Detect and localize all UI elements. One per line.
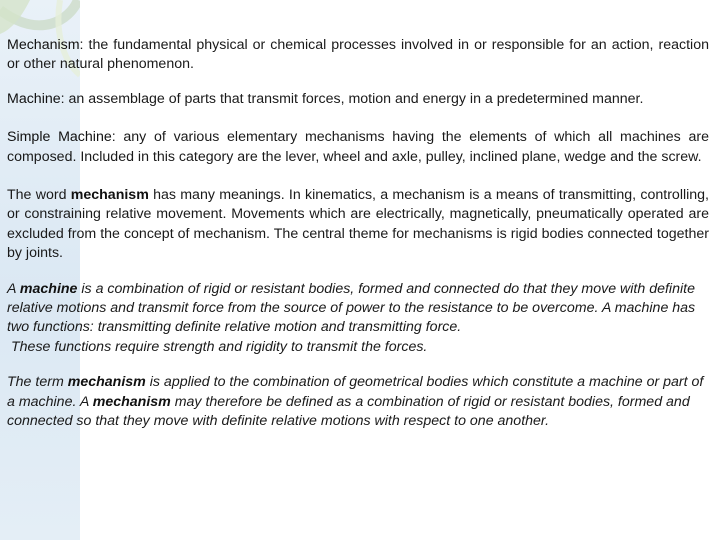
- paragraph-text: is a combination of rigid or resistant bodies, formed and connected do that they move with definite relative motions and transmit force from the source of power to the resistance to be overcome. A machine has two functions: transmitting definite relative motion and transmitting force.: [7, 280, 696, 336]
- term-mechanism-bold-2: mechanism: [92, 393, 171, 410]
- paragraph-word-mechanism: [7, 186, 709, 264]
- term-mechanism: Mechanism: [7, 37, 80, 53]
- term-machine-bold: machine: [19, 280, 78, 297]
- paragraph-term-mechanism: [7, 373, 709, 431]
- paragraph-mechanism-definition: [7, 36, 709, 75]
- paragraph-lead: The word: [7, 187, 71, 204]
- paragraph-text-end: may therefore be defined as a combination of rigid or resistant bodies, formed and connected so that they move with definite relative motions with respect to one another.: [7, 393, 690, 430]
- paragraph-machine-italic: [7, 280, 709, 358]
- paragraph-text: has many meanings. In kinematics, a mechanism is a means of transmitting, controlling, or constraining relative movement. Movements which are electrically, magnetically, pneumatically operated are excluded from the concept of mechanism. The central theme for mechanisms is rigid bodies connected together by joints.: [7, 187, 709, 262]
- paragraph-lead: A: [7, 280, 20, 297]
- paragraph-simple-machine-definition: [7, 128, 709, 167]
- term-machine: Machine: [7, 90, 61, 107]
- definition-text: : any of various elementary mechanisms having the elements of which all machines are composed. Included in this category are the lever, wheel and axle, pulley, inclined plane, wedge and the screw.: [7, 129, 710, 165]
- definition-text: : the fundamental physical or chemical processes involved in or responsible for an action, reaction or other natural phenomenon.: [7, 37, 709, 73]
- paragraph-text: is applied to the combination of geometrical bodies which constitute a machine or part of a machine. A: [7, 374, 704, 410]
- paragraph-lead: The term: [7, 374, 68, 391]
- document-body: [7, 36, 709, 432]
- paragraph-machine-definition: [7, 90, 709, 109]
- paragraph-text-continued: These functions require strength and rigidity to transmit the forces.: [11, 338, 428, 355]
- definition-text: : an assemblage of parts that transmit forces, motion and energy in a predetermined manner.: [60, 90, 644, 107]
- term-simple-machine: Simple Machine: [7, 129, 112, 146]
- term-mechanism-bold: mechanism: [70, 187, 149, 204]
- term-mechanism-bold: mechanism: [67, 374, 146, 391]
